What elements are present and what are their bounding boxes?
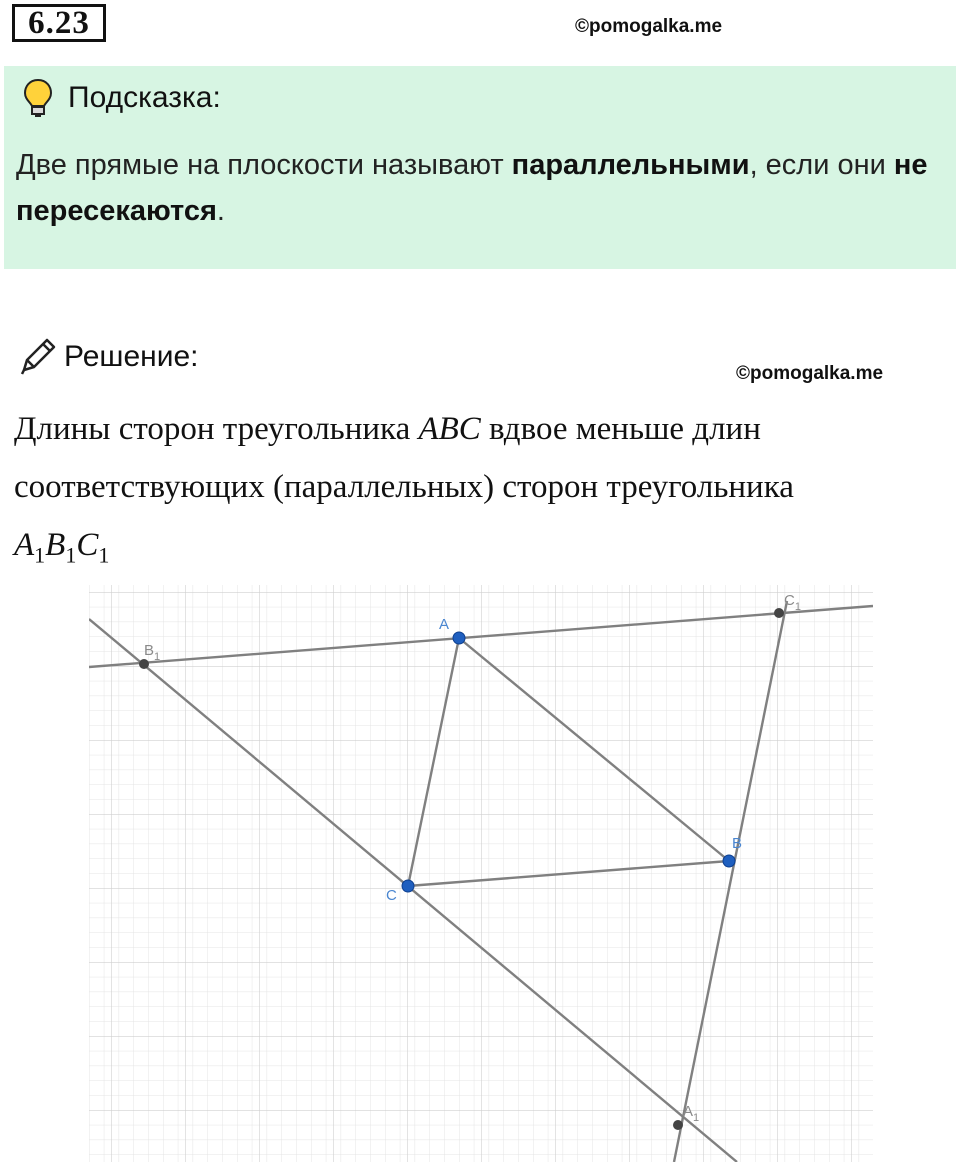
lightbulb-icon (22, 78, 54, 118)
hint-title-text: Подсказка: (68, 81, 221, 114)
term-not-intersect: не пересекаются (16, 149, 928, 227)
math-a1b1c1: $A_1B_1C_1$ (14, 527, 110, 568)
label-a: A (439, 616, 450, 633)
point-c1 (774, 608, 784, 618)
point-b1 (139, 659, 149, 669)
grid-major (89, 585, 873, 1162)
label-b1: $B_1$ (144, 642, 161, 663)
solution-title-text: Решение: (64, 340, 199, 373)
watermark-top: ©pomogalka.me (575, 16, 723, 37)
hint-title (22, 78, 221, 118)
watermark-middle: ©pomogalka.me (736, 363, 884, 384)
label-c1: $C_1$ (784, 592, 801, 613)
point-a (453, 632, 465, 644)
point-b (723, 855, 735, 867)
point-a1 (673, 1120, 683, 1130)
term-parallel: параллельными (511, 149, 750, 181)
hint-box (4, 66, 956, 269)
hint-text: Две прямые на плоскости называют параллельными, если они не пересекаются. (16, 149, 928, 227)
label-a1: $A_1$ (683, 1103, 700, 1124)
math-abc: ABC (418, 411, 481, 447)
label-b: B (732, 835, 743, 852)
geometry-figure (89, 585, 873, 1162)
figure-canvas (89, 585, 873, 1162)
solution-text: Длины сторон треугольника ABC вдвое меньше длин соответствующих (параллельных) сторон треугольника $A_1B_1C_1$ (14, 411, 794, 568)
point-c (402, 880, 414, 892)
problem-number: 6.23 (12, 4, 106, 42)
pencil-icon (16, 336, 58, 378)
solution-title (16, 336, 198, 378)
label-c: C (386, 887, 397, 904)
